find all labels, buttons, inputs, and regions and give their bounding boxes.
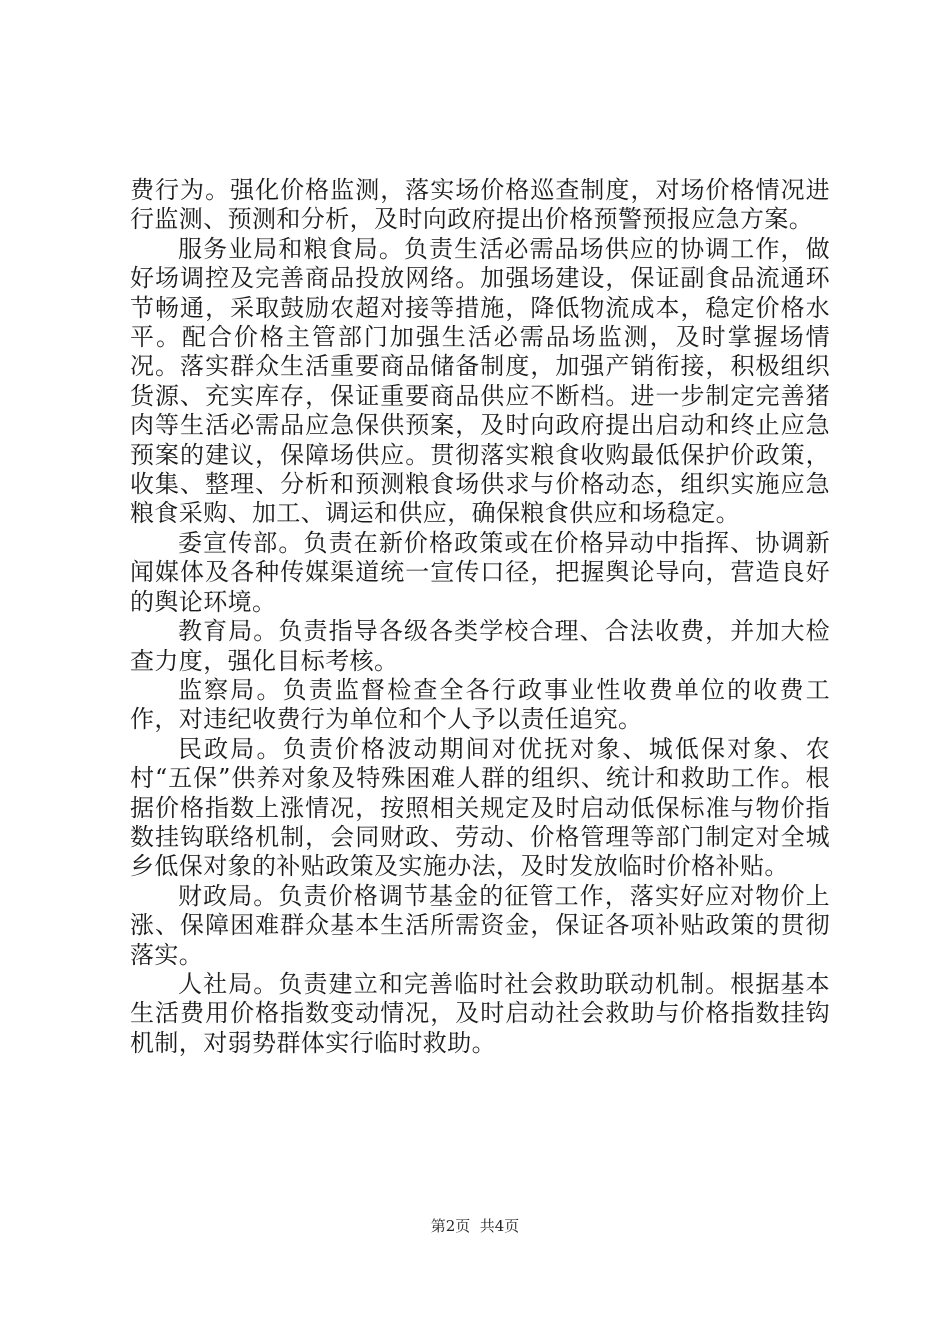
paragraph-continuation: 费行为。强化价格监测，落实场价格巡查制度，对场价格情况进行监测、预测和分析，及时向政府提出价格预警预报应急方案。 bbox=[130, 176, 830, 234]
paragraph-civil-affairs-bureau: 民政局。负责价格波动期间对优抚对象、城低保对象、农村“五保”供养对象及特殊困难人群的组织、统计和救助工作。根据价格指数上涨情况，按照相关规定及时启动低保标准与物价指数挂钩联络机制，会同财政、劳动、价格管理等部门制定对全城乡低保对象的补贴政策及实施办法，及时发放临时价格补贴。 bbox=[130, 734, 830, 881]
paragraph-education-bureau: 教育局。负责指导各级各类学校合理、合法收费，并加大检查力度，强化目标考核。 bbox=[130, 617, 830, 675]
paragraph-finance-bureau: 财政局。负责价格调节基金的征管工作，落实好应对物价上涨、保障困难群众基本生活所需资金，保证各项补贴政策的贯彻落实。 bbox=[130, 881, 830, 969]
paragraph-services-grain-bureau: 服务业局和粮食局。负责生活必需品场供应的协调工作，做好场调控及完善商品投放网络。加强场建设，保证副食品流通环节畅通，采取鼓励农超对接等措施，降低物流成本，稳定价格水平。配合价格主管部门加强生活必需品场监测，及时掌握场情况。落实群众生活重要商品储备制度，加强产销衔接，积极组织货源、充实库存，保证重要商品供应不断档。进一步制定完善猪肉等生活必需品应急保供预案，及时向政府提出启动和终止应急预案的建议，保障场供应。贯彻落实粮食收购最低保护价政策，收集、整理、分析和预测粮食场供求与价格动态，组织实施应急粮食采购、加工、调运和供应，确保粮食供应和场稳定。 bbox=[130, 234, 830, 528]
paragraph-supervision-bureau: 监察局。负责监督检查全各行政事业性收费单位的收费工作，对违纪收费行为单位和个人予以责任追究。 bbox=[130, 675, 830, 734]
paragraph-human-resources-bureau: 人社局。负责建立和完善临时社会救助联动机制。根据基本生活费用价格指数变动情况，及时启动社会救助与价格指数挂钩机制，对弱势群体实行临时救助。 bbox=[130, 969, 830, 1057]
page-footer bbox=[0, 1216, 950, 1236]
page-number: 第2页 共4页 bbox=[430, 1217, 520, 1235]
document-body bbox=[130, 176, 830, 1058]
paragraph-propaganda-department: 委宣传部。负责在新价格政策或在价格异动中指挥、协调新闻媒体及各种传媒渠道统一宣传口径，把握舆论导向，营造良好的舆论环境。 bbox=[130, 528, 830, 616]
